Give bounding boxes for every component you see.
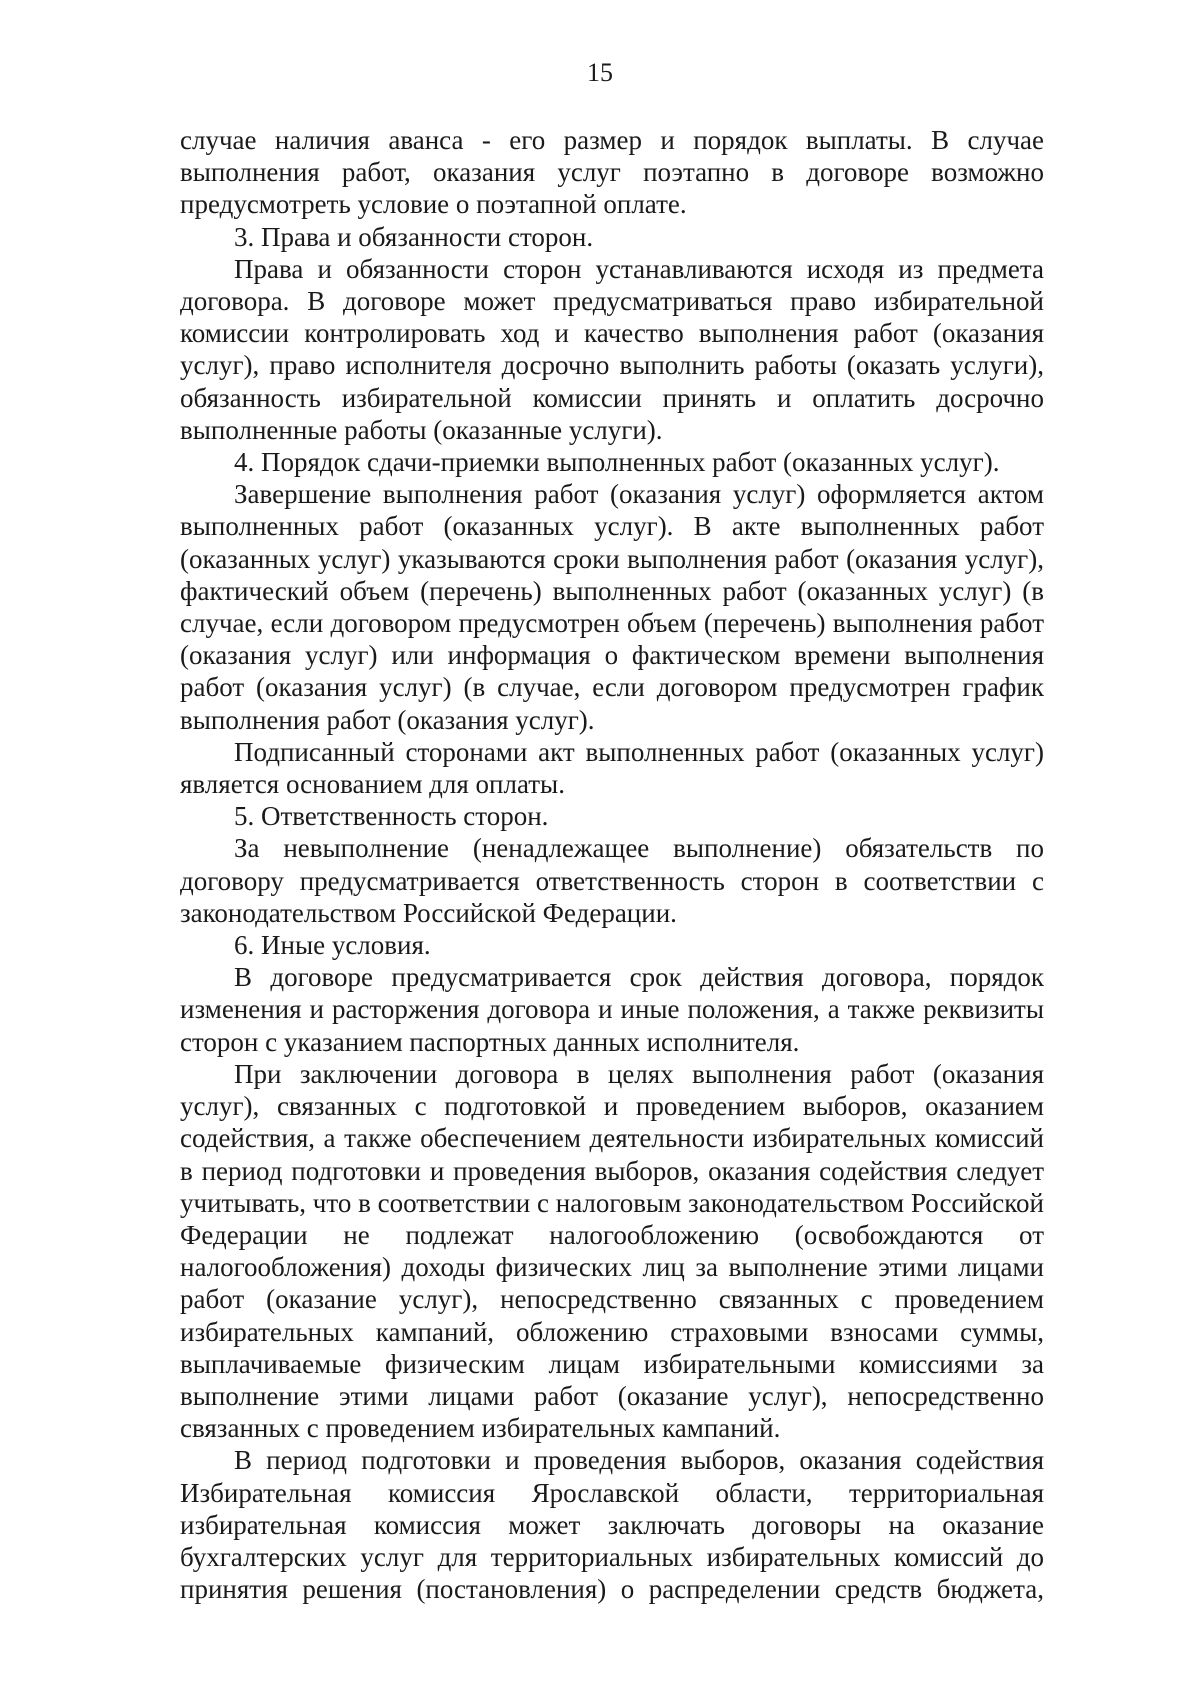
- paragraph-accounting-services: В период подготовки и проведения выборов, оказания содействия Избирательная комиссия Ярославской области, территориальная избирательная комиссия может заключать договоры на оказание бухгалтерских услуг для территориальных избирательных комиссий до принятия решения (постановления) о распределении средств бюджета,: [180, 1445, 1044, 1605]
- section-heading-acceptance: 4. Порядок сдачи-приемки выполненных работ (оказанных услуг).: [234, 447, 1000, 478]
- section-heading-other-conditions: 6. Иные условия.: [234, 930, 431, 961]
- paragraph-liability: За невыполнение (ненадлежащее выполнение) обязательств по договору предусматривается ответственность сторон в соответствии с законодательством Российской Федерации.: [180, 833, 1044, 928]
- paragraph-payment-basis: Подписанный сторонами акт выполненных работ (оказанных услуг) является основанием для оплаты.: [180, 736, 1044, 800]
- paragraph-other-conditions: В договоре предусматривается срок действия договора, порядок изменения и расторжения договора и иные положения, а также реквизиты сторон с указанием паспортных данных исполнителя.: [180, 962, 1044, 1057]
- section-heading-rights-obligations: 3. Права и обязанности сторон.: [234, 221, 594, 252]
- section-heading-liability: 5. Ответственность сторон.: [234, 801, 549, 832]
- document-body: [180, 124, 1044, 1605]
- paragraph-acceptance-act: Завершение выполнения работ (оказания услуг) оформляется актом выполненных работ (оказанных услуг). В акте выполненных работ (оказанных услуг) указываются сроки выполнения работ (оказания услуг), фактический объем (перечень) выполненных работ (оказанных услуг) (в случае, если договором предусмотрен объем (перечень) выполнения работ (оказания услуг) или информация о фактическом времени выполнения работ (оказания услуг) (в случае, если договором предусмотрен график выполнения работ (оказания услуг).: [180, 479, 1044, 735]
- page-number: 15: [587, 58, 613, 87]
- paragraph-tax-exemption: При заключении договора в целях выполнения работ (оказания услуг), связанных с подготовкой и проведением выборов, оказанием содействия, а также обеспечением деятельности избирательных комиссий в период подготовки и проведения выборов, оказания содействия следует учитывать, что в соответствии с налоговым законодательством Российской Федерации не подлежат налогообложению (освобождаются от налогообложения) доходы физических лиц за выполнение этими лицами работ (оказание услуг), непосредственно связанных с проведением избирательных кампаний, обложению страховыми взносами суммы, выплачиваемые физическим лицам избирательными комиссиями за выполнение этими лицами работ (оказание услуг), непосредственно связанных с проведением избирательных кампаний.: [180, 1058, 1044, 1444]
- paragraph-rights-obligations: Права и обязанности сторон устанавливаются исходя из предмета договора. В договоре может предусматриваться право избирательной комиссии контролировать ход и качество выполнения работ (оказания услуг), право исполнителя досрочно выполнить работы (оказать услуги), обязанность избирательной комиссии принять и оплатить досрочно выполненные работы (оказанные услуги).: [180, 253, 1044, 445]
- paragraph-payment-terms-continued: случае наличия аванса - его размер и порядок выплаты. В случае выполнения работ, оказания услуг поэтапно в договоре возможно предусмотреть условие о поэтапной оплате.: [180, 125, 1044, 220]
